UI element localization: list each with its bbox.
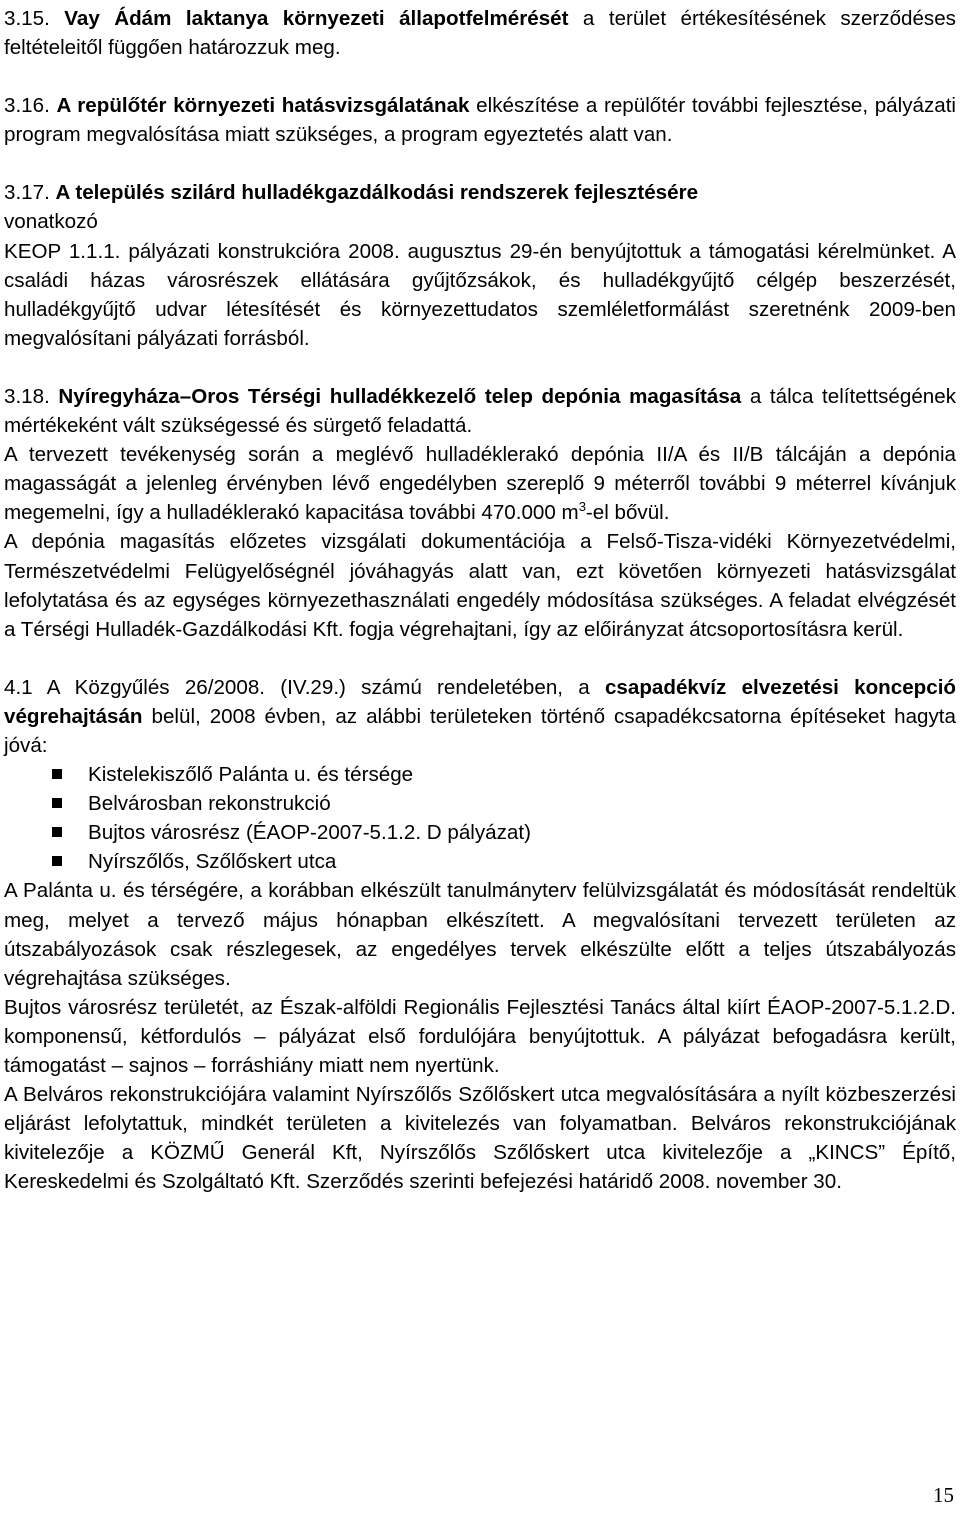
list-item: Nyírszőlős, Szőlőskert utca: [52, 847, 956, 876]
section-number: 3.15.: [4, 7, 50, 30]
list-item: Bujtos városrész (ÉAOP-2007-5.1.2. D pályázat): [52, 818, 956, 847]
section-number: 3.18.: [4, 384, 50, 408]
document-page: [4, 4, 956, 1196]
section-3-17: [4, 178, 956, 353]
belvaros-paragraph: A Belváros rekonstrukciójára valamint Nyírszőlős Szőlőskert utca megvalósítására a nyílt közbeszerzési eljárást lefolytattuk, mindkét területen a kivitelezés van folyamatban. Belváros rekonstrukciójának kivitelezője a KÖZMŰ Generál Kft, Nyírszőlős Szőlőskert utca kivitelezője a „KINCS” Építő, Kereskedelmi és Szolgáltató Kft. Szerződés szerinti befejezési határidő 2008. november 30.: [4, 1083, 956, 1194]
intro-text-end: belül, 2008 évben, az alábbi területeken történő csapadékcsatorna építéseket hagyta jóvá:: [4, 704, 956, 757]
approval-text: A depónia magasítás előzetes vizsgálati dokumentációja a Felső-Tisza-vidéki Környezetvédelmi, Természetvédelmi Felügyelőségnél jóváhagyás alatt van, ezt követően környezeti hatásvizsgálat lefolytatása és az egységes környezethasználati engedély módosítása szükséges. A feladat elvégzését a Térségi Hulladék-Gazdálkodási Kft. fogja végrehajtani, így az előirányzat átcsoportosításra kerül.: [4, 530, 956, 641]
section-title: A település szilárd hulladékgazdálkodási rendszerek fejlesztésére: [55, 181, 699, 205]
section-text: a tálca telítettségének mértékeként vált szükségessé és sürgető feladattá.: [4, 384, 956, 438]
section-3-18-approval: [4, 527, 956, 643]
intro-text: 4.1 A Közgyűlés 26/2008. (IV.29.) számú rendeletében, a: [4, 675, 605, 699]
list-item: Belvárosban rekonstrukció: [52, 789, 956, 818]
list-item: Kistelekiszőlő Palánta u. és térsége: [52, 760, 956, 789]
section-title: Nyíregyháza–Oros Térségi hulladékkezelő telep depónia magasítása: [58, 384, 742, 408]
section-title: A repülőtér környezeti hatásvizsgálatának: [56, 94, 470, 118]
cubic-superscript: 3: [578, 499, 586, 515]
section-number: 3.16.: [4, 94, 50, 118]
square-bullet-icon: [52, 856, 62, 866]
intro-bold: csapadékvíz elvezetési koncepció végrehajtásán: [4, 675, 956, 728]
square-bullet-icon: [52, 798, 62, 808]
square-bullet-icon: [52, 827, 62, 837]
page-number: 15: [933, 1483, 954, 1507]
section-3-16: [4, 91, 956, 149]
section-3-15: [4, 4, 956, 62]
section-text-vonatkozo: vonatkozó: [4, 210, 98, 234]
section-text: elkészítése a repülőtér további fejlesztése, pályázati program megvalósítása miatt szükséges, a program egyeztetés alatt van.: [4, 94, 956, 147]
capacity-text-end: -el bővül.: [585, 501, 670, 525]
section-3-18: [4, 382, 956, 440]
capacity-text: A tervezett tevékenység során a meglévő hulladéklerakó depónia II/A és II/B tálcáján a depónia magasságát a jelenleg érvényben lévő engedélyben szereplő 9 méterről további 9 méterrel kívánjuk megemelni, így a hulladéklerakó kapacitása további 470.000 m: [4, 443, 956, 525]
square-bullet-icon: [52, 769, 62, 779]
palanta-paragraph: A Palánta u. és térségére, a korábban elkészült tanulmányterv felülvizsgálatát és módosítását rendeltük meg, melyet a tervező május hónapban elkészített. A megvalósítani tervezett területen az útszabályozások csak részlegesek, az engedélyes tervek elkészülte előtt a teljes útszabályozás végrehajtása szükséges.: [4, 879, 956, 990]
section-text: a terület értékesítésének szerződéses feltételeitől függően határozzuk meg.: [4, 7, 956, 60]
section-number: 3.17.: [4, 181, 50, 205]
section-text: KEOP 1.1.1. pályázati konstrukcióra 2008. augusztus 29-én benyújtottuk a támogatási kérelmünket. A családi házas városrészek ellátására gyűjtőzsákok, és hulladékgyűjtő célgép beszerzését, hulladékgyűjtő udvar létesítését és környezettudatos szemléletformálást szeretnénk 2009-ben megvalósítani pályázati forrásból.: [4, 239, 956, 350]
project-list: [4, 760, 956, 876]
section-4-1-intro: [4, 673, 956, 760]
bujtos-paragraph: Bujtos városrész területét, az Észak-alföldi Regionális Fejlesztési Tanács által kiírt ÉAOP-2007-5.1.2.D. komponensű, kétfordulós – pályázat első fordulójára benyújtottuk. A pályázat befogadásra került, támogatást – sajnos – forráshiány miatt nem nyertünk.: [4, 995, 956, 1077]
section-3-18-capacity: [4, 440, 956, 527]
section-title: Vay Ádám laktanya környezeti állapotfelmérését: [64, 7, 569, 30]
